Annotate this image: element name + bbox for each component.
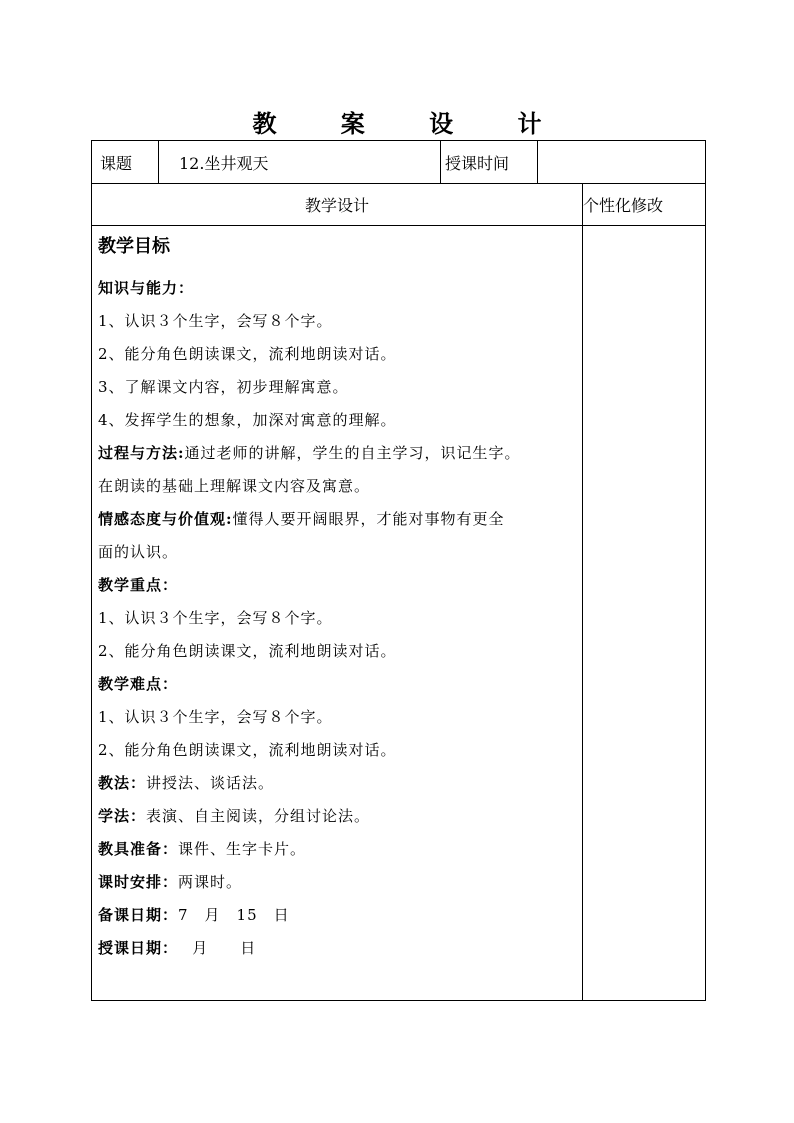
key-item: 1、认识３个生字，会写８个字。: [98, 609, 333, 627]
tools-text: 课件、生字卡片。: [178, 840, 307, 858]
process-text-cont: 在朗读的基础上理解课文内容及寓意。: [98, 477, 371, 495]
teach-date-label: 授课日期：: [98, 939, 171, 957]
knowledge-item: 4、发挥学生的想象，加深对寓意的理解。: [98, 411, 397, 429]
schedule-line: [98, 866, 582, 899]
content-cell: [92, 226, 583, 1001]
tools-label: 教具准备：: [98, 840, 179, 858]
objectives-heading: 教学目标: [98, 236, 170, 257]
knowledge-item: 3、了解课文内容，初步理解寓意。: [98, 378, 349, 396]
study-text: 表演、自主阅读，分组讨论法。: [146, 807, 371, 825]
header-row: [92, 141, 706, 184]
method-line: [98, 767, 582, 800]
method-label: 教法：: [98, 774, 147, 792]
modify-cell: [583, 226, 706, 1001]
emotion-text: 懂得人要开阔眼界，才能对事物有更全: [232, 510, 505, 528]
design-label: 教学设计: [92, 184, 583, 226]
time-label: 授课时间: [441, 141, 538, 184]
prep-date-text: 7 月 15 日: [178, 906, 290, 924]
difficulty-item: 2、能分角色朗读课文，流利地朗读对话。: [98, 741, 397, 759]
topic-value: 12.坐井观天: [159, 141, 441, 184]
emotion-text-cont: 面的认识。: [98, 543, 179, 561]
key-item: 2、能分角色朗读课文，流利地朗读对话。: [98, 642, 397, 660]
teach-date-text: 月 日: [170, 939, 257, 957]
document-title: 教 案 设 计: [252, 109, 570, 138]
process-line: [98, 437, 582, 470]
difficulty-item: 1、认识３个生字，会写８个字。: [98, 708, 333, 726]
method-text: 讲授法、谈话法。: [146, 774, 275, 792]
subheader-row: [92, 184, 706, 226]
knowledge-label: 知识与能力：: [98, 279, 195, 297]
lesson-plan-table: [91, 140, 706, 1001]
content-row: [92, 226, 706, 1001]
process-text: 通过老师的讲解，学生的自主学习，识记生字。: [184, 444, 521, 462]
tools-line: [98, 833, 582, 866]
schedule-text: 两课时。: [178, 873, 243, 891]
process-label: 过程与方法:: [98, 444, 185, 462]
prep-date-line: [98, 899, 582, 932]
time-value: [538, 141, 706, 184]
key-points-label: 教学重点：: [98, 576, 179, 594]
knowledge-item: 2、能分角色朗读课文，流利地朗读对话。: [98, 345, 397, 363]
knowledge-item: 1、认识３个生字，会写８个字。: [98, 312, 333, 330]
study-line: [98, 800, 582, 833]
difficulty-label: 教学难点：: [98, 675, 179, 693]
emotion-line: [98, 503, 582, 536]
prep-date-label: 备课日期：: [98, 906, 179, 924]
emotion-label: 情感态度与价值观:: [98, 510, 233, 528]
study-label: 学法：: [98, 807, 147, 825]
topic-label: 课题: [92, 141, 159, 184]
schedule-label: 课时安排：: [98, 873, 179, 891]
teach-date-line: [98, 932, 582, 965]
modify-label: 个性化修改: [583, 184, 706, 226]
